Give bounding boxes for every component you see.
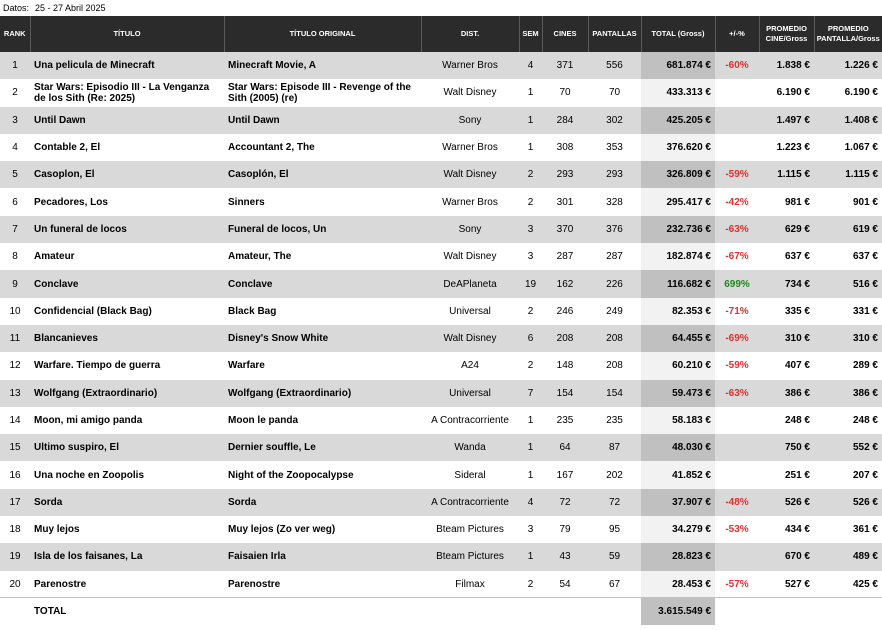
table-row [0, 79, 882, 106]
cell-promedio-pantalla: 637 € [852, 251, 878, 263]
cell-titulo-original: Amateur, The [228, 251, 292, 263]
cell-variacion: -60% [715, 52, 759, 79]
cell-semana: 6 [519, 325, 542, 352]
total-spacer [224, 598, 421, 625]
cell-cines: 167 [556, 469, 574, 481]
cell-titulo: Warfare. Tiempo de guerra [34, 360, 161, 372]
cell-cines: 208 [542, 325, 588, 352]
cell-cines: 293 [542, 161, 588, 188]
cell-promedio-pantalla: 289 € [852, 360, 878, 372]
cell-promedio-cine: 527 € [784, 578, 810, 590]
cell-promedio-pantalla: 1.226 € [814, 52, 882, 79]
cell-variacion: -63% [715, 216, 759, 243]
cell-semana: 2 [527, 578, 534, 590]
cell-titulo: Sorda [30, 489, 224, 516]
cell-promedio-cine: 670 € [759, 543, 814, 570]
cell-semana: 4 [519, 489, 542, 516]
header-total: TOTAL (Gross) [641, 16, 715, 52]
cell-titulo: Wolfgang (Extraordinario) [30, 380, 224, 407]
cell-distribuidora: Filmax [455, 578, 485, 590]
cell-total-gross: 28.453 € [641, 571, 715, 598]
total-spacer [0, 598, 30, 625]
cell-distribuidora: Warner Bros [421, 52, 519, 79]
cell-pantallas: 302 [588, 107, 641, 134]
cell-distribuidora: Walt Disney [421, 161, 519, 188]
cell-semana: 1 [527, 469, 534, 481]
cell-semana: 3 [519, 216, 542, 243]
cell-pantallas: 70 [608, 87, 621, 99]
cell-distribuidora: Warner Bros [442, 142, 498, 154]
table-row [0, 380, 882, 407]
cell-cines: 64 [542, 434, 588, 461]
cell-rank: 17 [0, 489, 30, 516]
cell-pantallas: 202 [606, 469, 623, 481]
cell-promedio-cine: 1.497 € [759, 107, 814, 134]
cell-semana: 4 [519, 52, 542, 79]
cell-titulo: Una noche en Zoopolis [34, 469, 145, 481]
header-cines: CINES [542, 16, 588, 52]
cell-variacion: -53% [725, 524, 749, 536]
cell-rank: 6 [12, 196, 18, 208]
cell-promedio-cine: 407 € [784, 360, 810, 372]
cell-rank: 2 [12, 87, 18, 99]
cell-cines: 70 [559, 87, 571, 99]
cell-semana: 3 [527, 524, 534, 536]
cell-promedio-pantalla: 361 € [852, 524, 878, 536]
cell-cines: 370 [542, 216, 588, 243]
cell-titulo-original: Minecraft Movie, A [224, 52, 421, 79]
cell-total-gross: 41.852 € [641, 461, 715, 488]
table-row [0, 188, 882, 215]
total-spacer [421, 598, 519, 625]
cell-titulo-original: Dernier souffle, Le [224, 434, 421, 461]
cell-promedio-cine: 1.838 € [759, 52, 814, 79]
cell-distribuidora: A Contracorriente [431, 415, 509, 426]
cell-promedio-pantalla: 526 € [814, 489, 882, 516]
cell-cines: 301 [556, 196, 574, 208]
cell-rank: 14 [9, 415, 21, 426]
total-spacer [588, 598, 641, 625]
cell-distribuidora: Wanda [421, 434, 519, 461]
cell-total-gross: 48.030 € [641, 434, 715, 461]
cell-total-gross: 37.907 € [641, 489, 715, 516]
cell-semana: 1 [519, 543, 542, 570]
cell-promedio-pantalla: 489 € [814, 543, 882, 570]
table-row [0, 216, 882, 243]
table-row [0, 134, 882, 161]
total-gross: 3.615.549 € [641, 598, 715, 625]
cell-promedio-pantalla: 552 € [814, 434, 882, 461]
cell-variacion [715, 434, 759, 461]
cell-rank: 12 [9, 360, 21, 372]
cell-distribuidora: Sony [421, 107, 519, 134]
cell-pantallas: 59 [588, 543, 641, 570]
cell-semana: 1 [519, 434, 542, 461]
cell-pantallas: 226 [588, 270, 641, 297]
cell-variacion: -63% [715, 380, 759, 407]
table-row [0, 298, 882, 325]
cell-pantallas: 293 [588, 161, 641, 188]
cell-cines: 287 [556, 251, 574, 263]
header-titulo-original: TÍTULO ORIGINAL [224, 16, 421, 52]
cell-titulo-original: Parenostre [228, 578, 281, 590]
cell-rank: 7 [0, 216, 30, 243]
cell-titulo: Conclave [30, 270, 224, 297]
cell-variacion [715, 134, 759, 161]
cell-distribuidora: Walt Disney [443, 251, 497, 263]
cell-cines: 371 [542, 52, 588, 79]
cell-titulo: Un funeral de locos [30, 216, 224, 243]
cell-titulo: Una pelicula de Minecraft [30, 52, 224, 79]
table-row [0, 352, 882, 379]
cell-semana: 2 [527, 196, 534, 208]
cell-pantallas: 556 [588, 52, 641, 79]
cell-titulo-original: Sorda [224, 489, 421, 516]
cell-variacion [715, 543, 759, 570]
cell-distribuidora: Sideral [454, 469, 486, 481]
cell-cines: 43 [542, 543, 588, 570]
cell-total-gross: 425.205 € [641, 107, 715, 134]
header-titulo: TÍTULO [30, 16, 224, 52]
cell-titulo-original: Muy lejos (Zo ver weg) [228, 524, 336, 536]
cell-rank: 10 [9, 305, 21, 317]
cell-titulo-original: Wolfgang (Extraordinario) [224, 380, 421, 407]
header-sem: SEM [519, 16, 542, 52]
cell-total-gross: 28.823 € [641, 543, 715, 570]
date-range-value: 25 - 27 Abril 2025 [35, 3, 106, 13]
cell-total-gross: 64.455 € [641, 325, 715, 352]
cell-variacion: 699% [715, 270, 759, 297]
cell-pantallas: 353 [606, 142, 623, 154]
total-label: TOTAL [30, 598, 224, 625]
total-row [0, 598, 882, 625]
cell-rank: 5 [0, 161, 30, 188]
cell-distribuidora: Walt Disney [421, 325, 519, 352]
cell-total-gross: 58.183 € [641, 407, 715, 434]
cell-pantallas: 154 [588, 380, 641, 407]
cell-titulo: Moon, mi amigo panda [34, 415, 143, 426]
cell-promedio-pantalla: 331 € [852, 305, 878, 317]
cell-semana: 7 [519, 380, 542, 407]
cell-titulo-original: Night of the Zoopocalypse [228, 469, 354, 481]
total-spacer [814, 598, 882, 625]
cell-semana: 2 [527, 305, 534, 317]
cell-variacion [715, 407, 759, 434]
cell-titulo-original: Accountant 2, The [228, 142, 315, 154]
cell-semana: 3 [527, 251, 534, 263]
cell-total-gross: 295.417 € [641, 188, 715, 215]
cell-cines: 308 [556, 142, 574, 154]
cell-variacion: -48% [715, 489, 759, 516]
cell-pantallas: 72 [588, 489, 641, 516]
cell-distribuidora: Universal [449, 305, 491, 317]
cell-promedio-cine: 526 € [759, 489, 814, 516]
cell-rank: 16 [9, 469, 21, 481]
cell-titulo: Casoplon, El [30, 161, 224, 188]
cell-rank: 3 [0, 107, 30, 134]
cell-cines: 79 [559, 524, 571, 536]
cell-variacion: -59% [715, 161, 759, 188]
cell-promedio-pantalla: 207 € [852, 469, 878, 481]
cell-pantallas: 249 [606, 305, 623, 317]
cell-titulo: Muy lejos [34, 524, 80, 536]
cell-variacion [715, 107, 759, 134]
cell-semana: 2 [527, 360, 534, 372]
cell-titulo: Pecadores, Los [34, 196, 108, 208]
header-pct: +/-% [715, 16, 759, 52]
cell-total-gross: 182.874 € [641, 243, 715, 270]
cell-pantallas: 67 [608, 578, 621, 590]
cell-titulo-original: Faisaien Irla [224, 543, 421, 570]
cell-promedio-pantalla: 516 € [814, 270, 882, 297]
cell-rank: 9 [0, 270, 30, 297]
cell-rank: 18 [9, 524, 21, 536]
table-row [0, 571, 882, 598]
cell-promedio-pantalla: 619 € [814, 216, 882, 243]
cell-total-gross: 116.682 € [641, 270, 715, 297]
cell-titulo: Confidencial (Black Bag) [34, 305, 152, 317]
header-promedio-cine: PROMEDIO CINE/Gross [759, 16, 814, 52]
cell-rank: 13 [0, 380, 30, 407]
cell-distribuidora: Bteam Pictures [421, 543, 519, 570]
cell-pantallas: 87 [588, 434, 641, 461]
cell-total-gross: 60.210 € [641, 352, 715, 379]
cell-promedio-cine: 386 € [759, 380, 814, 407]
cell-distribuidora: Warner Bros [442, 196, 498, 208]
cell-promedio-cine: 335 € [784, 305, 810, 317]
cell-semana: 1 [519, 107, 542, 134]
cell-rank: 11 [0, 325, 30, 352]
cell-promedio-pantalla: 6.190 € [844, 87, 878, 99]
date-range-label: Datos: [3, 3, 30, 13]
cell-titulo-original: Until Dawn [224, 107, 421, 134]
table-row [0, 107, 882, 134]
cell-cines: 235 [556, 415, 574, 426]
table-header-row [0, 16, 882, 52]
total-spacer [715, 598, 759, 625]
cell-titulo-original: Star Wars: Episode III - Revenge of the Sith (2005) (re) [228, 81, 411, 104]
box-office-table [0, 16, 882, 625]
cell-titulo-original: Conclave [224, 270, 421, 297]
cell-cines: 284 [542, 107, 588, 134]
cell-promedio-cine: 248 € [784, 415, 810, 426]
cell-total-gross: 82.353 € [641, 298, 715, 325]
cell-titulo: Until Dawn [30, 107, 224, 134]
cell-titulo-original: Moon le panda [228, 415, 298, 426]
cell-rank: 4 [12, 142, 18, 154]
cell-variacion: -59% [725, 360, 749, 372]
total-spacer [519, 598, 542, 625]
cell-rank: 20 [9, 578, 21, 590]
header-promedio-pantalla: PROMEDIO PANTALLA/Gross [814, 16, 882, 52]
cell-promedio-cine: 251 € [784, 469, 810, 481]
cell-promedio-pantalla: 901 € [852, 196, 878, 208]
cell-semana: 1 [527, 142, 534, 154]
cell-promedio-cine: 629 € [759, 216, 814, 243]
cell-pantallas: 328 [606, 196, 623, 208]
cell-promedio-cine: 1.223 € [776, 142, 810, 154]
cell-rank: 15 [0, 434, 30, 461]
table-row [0, 543, 882, 570]
cell-distribuidora: DeAPlaneta [421, 270, 519, 297]
total-spacer [759, 598, 814, 625]
cell-distribuidora: A Contracorriente [421, 489, 519, 516]
cell-semana: 2 [519, 161, 542, 188]
cell-total-gross: 376.620 € [641, 134, 715, 161]
cell-titulo-original: Funeral de locos, Un [224, 216, 421, 243]
cell-pantallas: 235 [606, 415, 623, 426]
cell-titulo-original: Black Bag [228, 305, 277, 317]
cell-titulo-original: Warfare [228, 360, 265, 372]
cell-total-gross: 34.279 € [641, 516, 715, 543]
cell-promedio-pantalla: 386 € [814, 380, 882, 407]
cell-promedio-cine: 434 € [784, 524, 810, 536]
cell-titulo: Contable 2, El [34, 142, 101, 154]
header-pantallas: PANTALLAS [588, 16, 641, 52]
cell-promedio-cine: 734 € [759, 270, 814, 297]
cell-rank: 1 [0, 52, 30, 79]
cell-variacion: -71% [725, 305, 749, 317]
cell-cines: 54 [559, 578, 571, 590]
table-row [0, 243, 882, 270]
header-dist: DIST. [421, 16, 519, 52]
cell-promedio-cine: 310 € [759, 325, 814, 352]
cell-cines: 154 [542, 380, 588, 407]
cell-titulo: Amateur [34, 251, 75, 263]
cell-titulo: Star Wars: Episodio III - La Venganza de los Sith (Re: 2025) [34, 81, 210, 104]
table-row [0, 434, 882, 461]
cell-rank: 19 [0, 543, 30, 570]
cell-titulo: Parenostre [34, 578, 87, 590]
table-row [0, 489, 882, 516]
cell-variacion: -42% [725, 196, 749, 208]
table-row [0, 461, 882, 488]
cell-pantallas: 95 [608, 524, 621, 536]
table-row [0, 270, 882, 297]
cell-titulo-original: Sinners [228, 196, 265, 208]
cell-rank: 8 [12, 251, 18, 263]
cell-variacion: -69% [715, 325, 759, 352]
cell-promedio-cine: 6.190 € [776, 87, 810, 99]
cell-promedio-cine: 750 € [759, 434, 814, 461]
cell-semana: 19 [519, 270, 542, 297]
cell-pantallas: 376 [588, 216, 641, 243]
cell-total-gross: 433.313 € [641, 79, 715, 106]
cell-promedio-pantalla: 310 € [814, 325, 882, 352]
cell-distribuidora: Universal [421, 380, 519, 407]
cell-pantallas: 208 [606, 360, 623, 372]
cell-pantallas: 287 [606, 251, 623, 263]
cell-semana: 1 [527, 87, 534, 99]
cell-promedio-cine: 637 € [784, 251, 810, 263]
cell-variacion [715, 461, 759, 488]
cell-total-gross: 59.473 € [641, 380, 715, 407]
cell-distribuidora: Walt Disney [443, 87, 497, 99]
cell-distribuidora: Sony [421, 216, 519, 243]
cell-pantallas: 208 [588, 325, 641, 352]
date-range [0, 0, 882, 16]
cell-distribuidora: Bteam Pictures [436, 524, 504, 536]
table-row [0, 161, 882, 188]
cell-promedio-pantalla: 1.067 € [844, 142, 878, 154]
cell-total-gross: 681.874 € [641, 52, 715, 79]
cell-titulo: Blancanieves [30, 325, 224, 352]
cell-total-gross: 326.809 € [641, 161, 715, 188]
cell-promedio-pantalla: 1.115 € [814, 161, 882, 188]
table-row [0, 407, 882, 434]
table-row [0, 52, 882, 79]
cell-cines: 148 [556, 360, 574, 372]
table-row [0, 516, 882, 543]
cell-titulo-original: Disney's Snow White [224, 325, 421, 352]
cell-cines: 72 [542, 489, 588, 516]
cell-variacion: -67% [725, 251, 749, 263]
cell-promedio-pantalla: 1.408 € [814, 107, 882, 134]
cell-semana: 1 [527, 415, 534, 426]
cell-cines: 162 [542, 270, 588, 297]
cell-variacion [715, 79, 759, 106]
cell-titulo: Ultimo suspiro, El [30, 434, 224, 461]
cell-titulo: Isla de los faisanes, La [30, 543, 224, 570]
header-rank: RANK [0, 16, 30, 52]
cell-titulo-original: Casoplón, El [224, 161, 421, 188]
cell-promedio-cine: 981 € [784, 196, 810, 208]
cell-variacion: -57% [725, 578, 749, 590]
cell-cines: 246 [556, 305, 574, 317]
cell-distribuidora: A24 [461, 360, 479, 372]
cell-promedio-cine: 1.115 € [759, 161, 814, 188]
cell-total-gross: 232.736 € [641, 216, 715, 243]
total-spacer [542, 598, 588, 625]
cell-promedio-pantalla: 248 € [852, 415, 878, 426]
table-row [0, 325, 882, 352]
cell-promedio-pantalla: 425 € [852, 578, 878, 590]
